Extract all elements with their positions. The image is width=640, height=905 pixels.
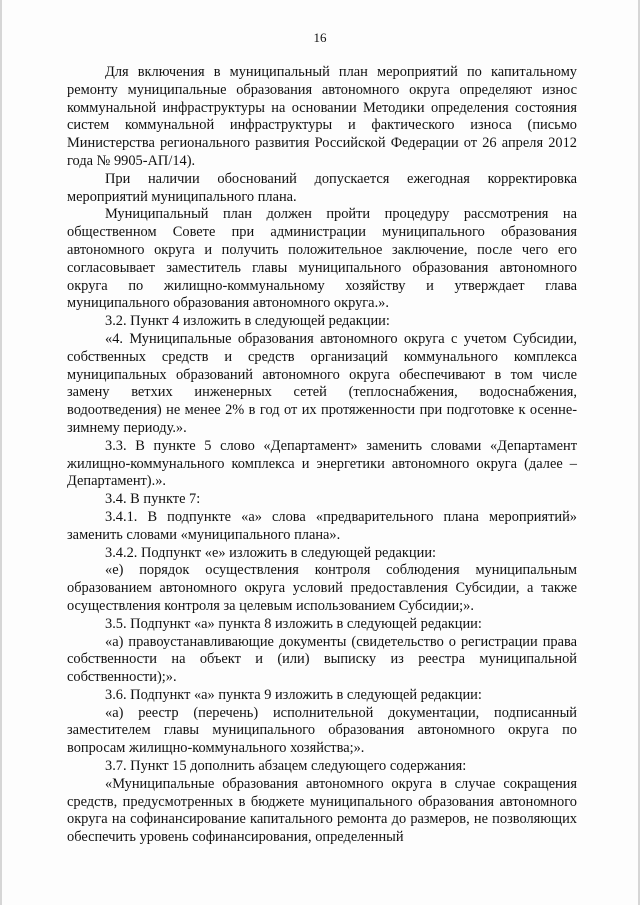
paragraph: 3.5. Подпункт «а» пункта 8 изложить в следующей редакции: [105,615,482,632]
document-body [67,64,577,847]
paragraph: При наличии обоснований допускается ежегодная корректировка мероприятий муниципального плана. [67,170,577,205]
paragraph: Для включения в муниципальный план мероприятий по капитальному ремонту муниципальные образования автономного округа определяют износ коммунальной инфраструктуры на основании Методики определения состояния систем коммунальной инфраструктуры и фактического износа (письмо Министерства регионального развития Российской Федерации от 26 апреля 2012 года № 9905-АП/14). [67,64,577,169]
paragraph: 3.4. В пункте 7: [105,491,201,508]
paragraph: 3.2. Пункт 4 изложить в следующей редакции: [105,313,390,330]
paragraph: «е) порядок осуществления контроля соблюдения муниципальным образованием автономного округа условий предоставления Субсидии, а также осуществления контроля за целевым использованием Субсидии;». [67,562,577,614]
page-number: 16 [313,30,327,45]
paragraph: «Муниципальные образования автономного округа в случае сокращения средств, предусмотренных в бюджете муниципального образования автономного округа на софинансирование капитального ремонта до размеров, не позволяющих обеспечить уровень софинансирования, определенный [67,775,577,846]
paragraph: 3.4.2. Подпункт «е» изложить в следующей редакции: [105,544,437,561]
paragraph: 3.6. Подпункт «а» пункта 9 изложить в следующей редакции: [105,686,482,703]
scan-edge-left [0,0,2,905]
paragraph: «а) реестр (перечень) исполнительной документации, подписанный заместителем главы муниципального образования автономного округа по вопросам жилищно-коммунального хозяйства;». [67,704,577,757]
paragraph: «а) правоустанавливающие документы (свидетельство о регистрации права собственности на объект и (или) выписку из реестра муниципальной собственности);». [67,633,577,686]
paragraph: 3.4.1. В подпункте «а» слова «предварительного плана мероприятий» заменить словами «муниципального плана». [67,508,577,543]
paragraph: Муниципальный план должен пройти процедуру рассмотрения на общественном Совете при администрации муниципального образования автономного округа и получить положительное заключение, после чего его согласовывает заместитель главы муниципального образования автономного округа по жилищно-коммунальному хозяйству и утверждает глава муниципального образования автономного округа.». [67,206,577,312]
paragraph: «4. Муниципальные образования автономного округа с учетом Субсидии, собственных средств и средств организаций коммунального комплекса муниципальных образований автономного округа обеспечивают в том числе замену ветхих инженерных сетей (теплоснабжения, водоснабжения, водоотведения) не менее 2% в год от их протяженности при подготовке к осенне-зимнему периоду.». [67,330,577,436]
paragraph: 3.7. Пункт 15 дополнить абзацем следующего содержания: [105,758,467,775]
paragraph: 3.3. В пункте 5 слово «Департамент» заменить словами «Департамент жилищно-коммунального комплекса и энергетики автономного округа (далее – Департамент).». [67,437,577,490]
